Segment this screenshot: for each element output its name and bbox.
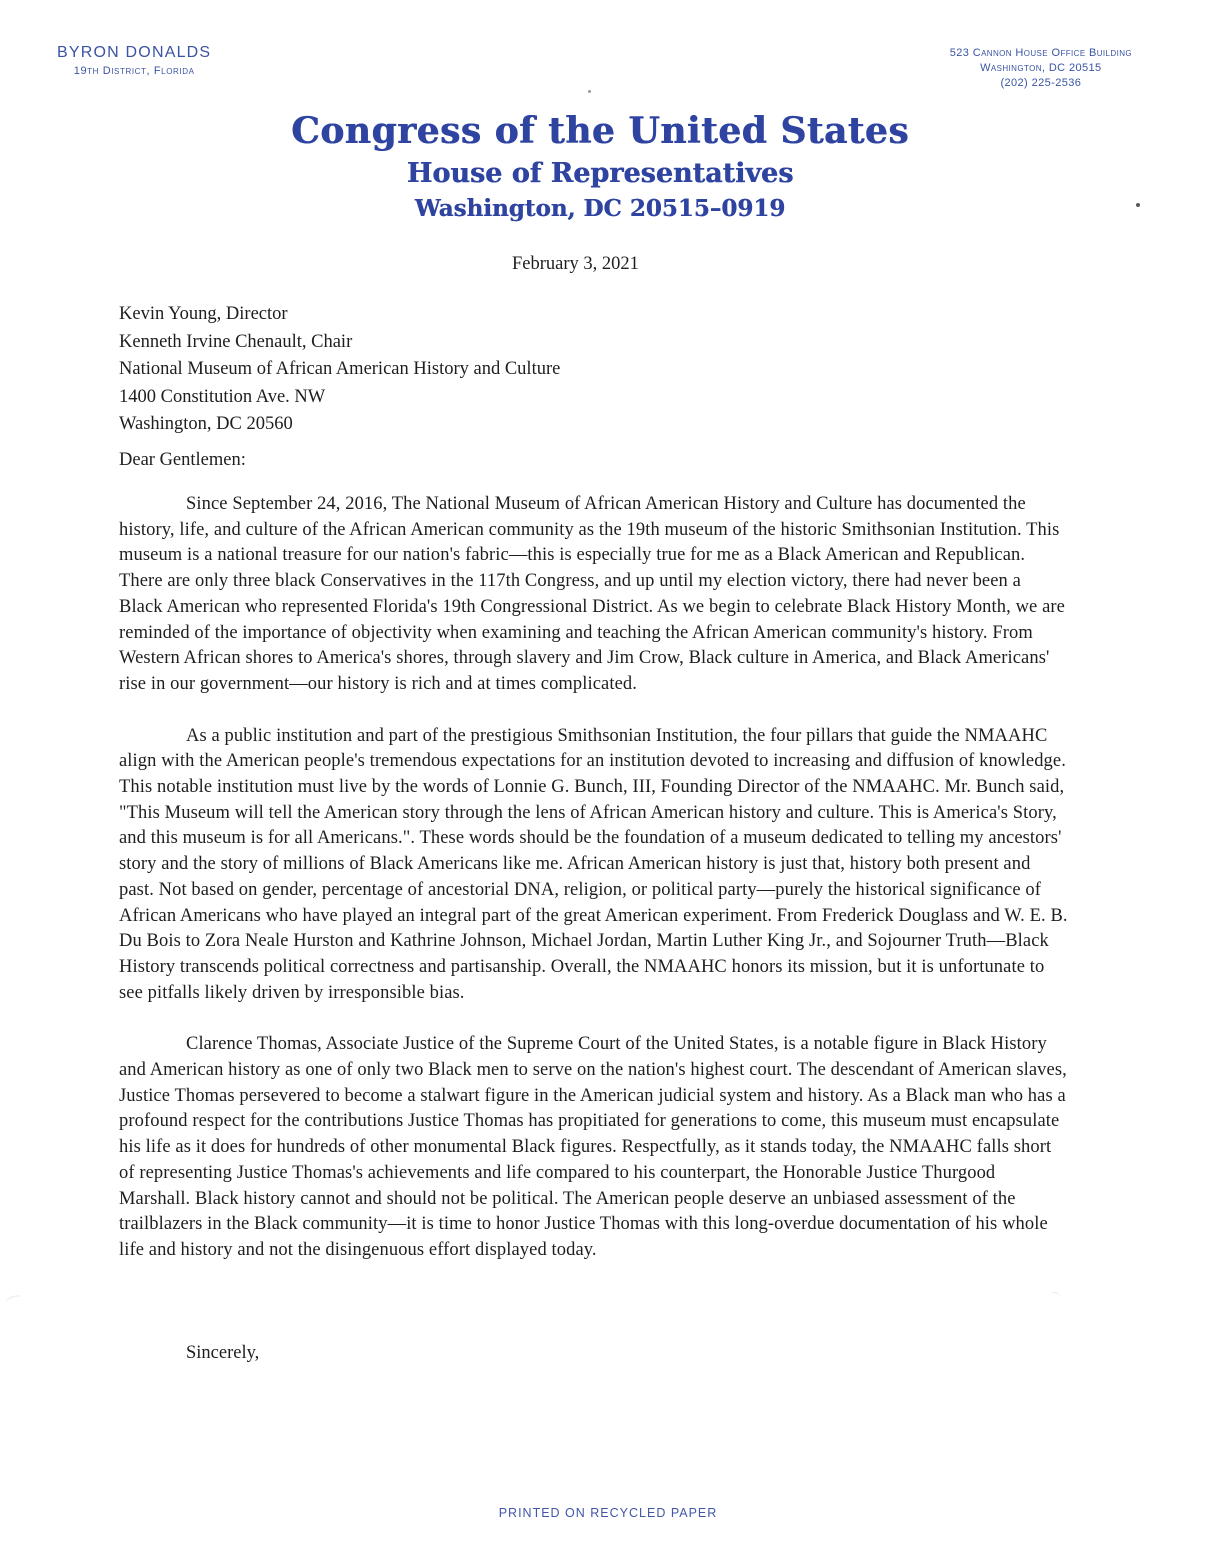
salutation: Dear Gentlemen:	[119, 450, 246, 470]
date-line: February 3, 2021	[512, 254, 639, 274]
body-paragraph: As a public institution and part of the prestigious Smithsonian Institution, the four pillars that guide the NMAAHC align with the American people's tremendous expectations for an institution devoted to increasing and diffusion of knowledge. This notable institution must live by the words of Lonnie G. Bunch, III, Founding Director of the NMAAHC. Mr. Bunch said, "This Museum will tell the American story through the lens of African American history and culture. This is America's Story, and this museum is for all Americans.". These words should be the foundation of a museum dedicated to telling my ancestors' story and the story of millions of Black Americans like me. African American history is just that, history both present and past. Not based on gender, percentage of ancestorial DNA, religion, or political party—purely the historical significance of African Americans who have played an integral part of the great American experiment. From Frederick Douglass and W. E. B. Du Bois to Zora Neale Hurston and Kathrine Johnson, Michael Jordan, Martin Luther King Jr., and Sojourner Truth—Black History transcends political correctness and partisanship. Overall, the NMAAHC honors its mission, but it is unfortunate to see pitfalls likely driven by irresponsible bias.	[119, 725, 1068, 1003]
body-paragraph: Clarence Thomas, Associate Justice of the Supreme Court of the United States, is a notable figure in Black History and American history as one of only two Black men to serve on the nation's highest court. The descendant of American slaves, Justice Thomas persevered to become a stalwart figure in the American judicial system and history. As a Black man who has a profound respect for the contributions Justice Thomas has propitiated for generations to come, this museum must encapsulate his life as it does for hundreds of other monumental Black figures. Respectfully, as it stands today, the NMAAHC falls short of representing Justice Thomas's achievements and life compared to his counterpart, the Honorable Justice Thurgood Marshall. Black history cannot and should not be political. The American people deserve an unbiased assessment of the trailblazers in the Black community—it is time to honor Justice Thomas with this long-overdue documentation of his whole life and history and not the disingenuous effort displayed today.	[119, 1034, 1067, 1260]
letterhead-line1: Congress of the United States	[291, 110, 909, 152]
recipient-line: Kevin Young, Director	[119, 304, 288, 324]
scan-artifact-dot	[1136, 203, 1140, 207]
scan-artifact-smudge	[1049, 1291, 1060, 1300]
footer-note: PRINTED ON RECYCLED PAPER	[498, 1506, 718, 1520]
closing: Sincerely,	[186, 1343, 260, 1363]
letter-body	[119, 492, 1069, 1290]
recipient-line: National Museum of African American History and Culture	[119, 359, 561, 380]
letterhead	[0, 110, 1200, 222]
body-paragraph: Since September 24, 2016, The National Museum of African American History and Culture has documented the history, life, and culture of the African American community as the 19th museum of the historic Smithsonian Institution. This museum is a national treasure for our nation's fabric—this is especially true for me as a Black American and Republican. There are only three black Conservatives in the 117th Congress, and up until my election victory, there had never been a Black American who represented Florida's 19th Congressional District. As we begin to celebrate Black History Month, we are reminded of the importance of objectivity when examining and teaching the African American community's history. From Western African shores to America's shores, through slavery and Jim Crow, Black culture in America, and Black Americans' rise in our government—our history is rich and at times complicated.	[119, 494, 1065, 694]
letterhead-line3: Washington, DC 20515–0919	[414, 195, 786, 222]
office-block	[950, 46, 1132, 91]
recipient-line: Washington, DC 20560	[119, 414, 293, 435]
member-district: 19th District, Florida	[73, 65, 195, 77]
member-name: BYRON DONALDS	[57, 44, 212, 61]
office-phone: (202) 225-2536	[1000, 77, 1082, 89]
member-block	[57, 44, 211, 77]
letterhead-line2: House of Representatives	[406, 158, 794, 189]
recipient-line: 1400 Constitution Ave. NW	[119, 386, 326, 407]
office-address-line1: 523 Cannon House Office Building	[949, 47, 1132, 59]
recipient-address	[119, 301, 560, 439]
scan-artifact-smudge	[5, 1294, 23, 1308]
office-address-line2: Washington, DC 20515	[980, 62, 1102, 74]
scan-artifact-dot	[588, 90, 591, 93]
recipient-line: Kenneth Irvine Chenault, Chair	[119, 331, 353, 352]
